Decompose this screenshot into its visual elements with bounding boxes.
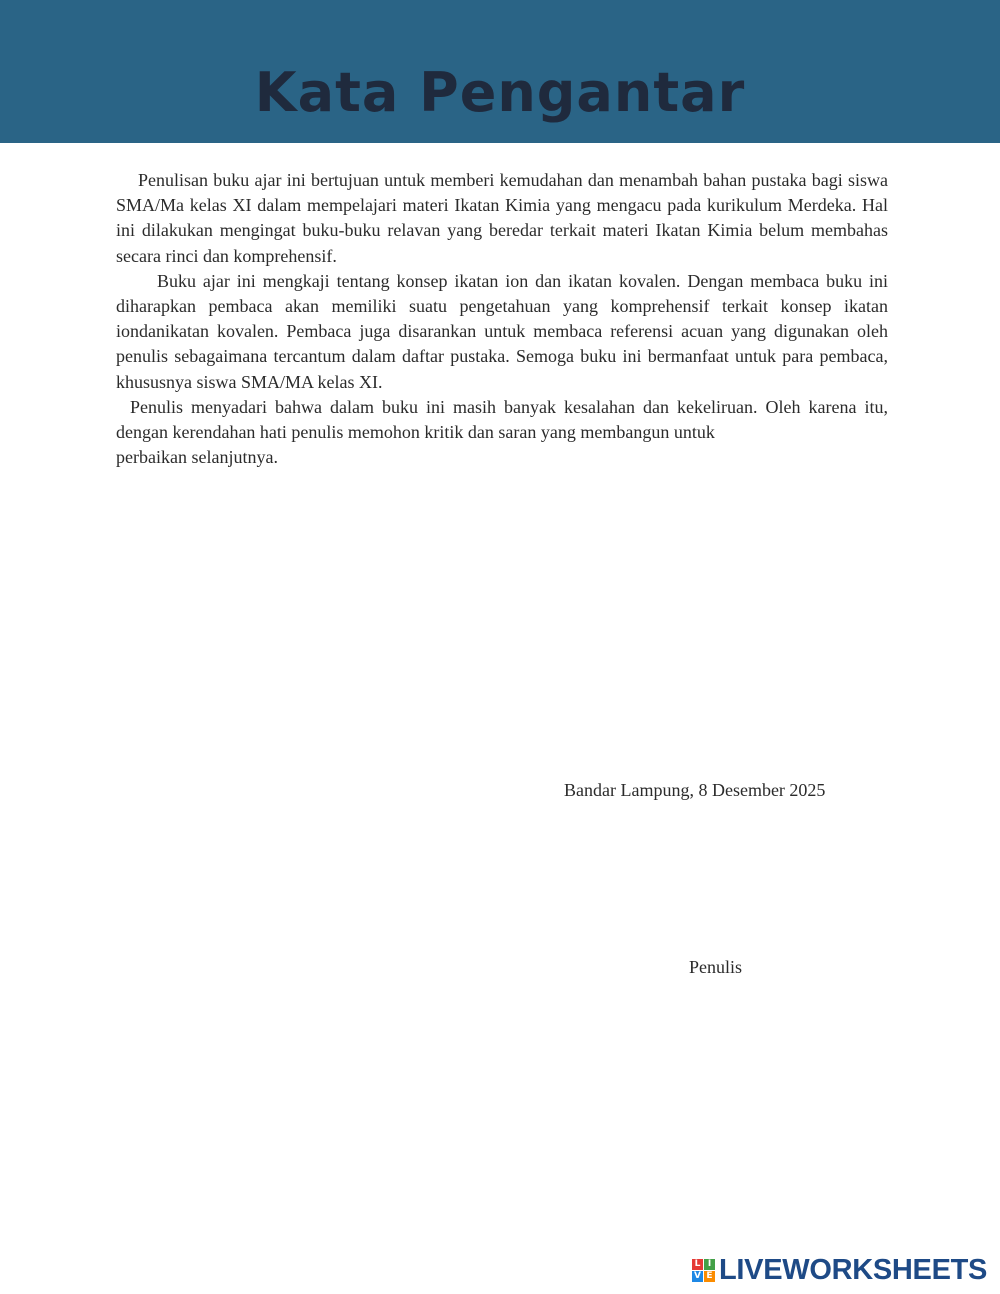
logo-cell-v: V — [692, 1271, 703, 1282]
signatory: Penulis — [689, 957, 743, 977]
paragraph-2: Buku ajar ini mengkaji tentang konsep ikatan ion dan ikatan kovalen. Dengan membaca buku ini diharapkan pembaca akan memiliki suatu pengetahuan yang komprehensif terkait konsep ikatan iondanikatan kovalen. Pembaca juga disarankan untuk membaca referensi acuan yang digunakan oleh penulis sebagaimana tercantum dalam daftar pustaka. Semoga buku ini bermanfaat untuk para pembaca, khususnya siswa SMA/MA kelas XI. — [116, 270, 888, 392]
liveworksheets-logo-icon — [692, 1259, 715, 1282]
paragraph-3-last-line: perbaikan selanjutnya. — [116, 447, 278, 468]
logo-cell-l: L — [692, 1259, 703, 1270]
watermark-text: LIVEWORKSHEETS — [719, 1254, 988, 1286]
place-date: Bandar Lampung, 8 Desember 2025 — [564, 780, 826, 800]
logo-cell-i: I — [704, 1259, 715, 1270]
paragraph-3: Penulis menyadari bahwa dalam buku ini masih banyak kesalahan dan kekeliruan. Oleh karena itu, dengan kerendahan hati penulis memohon kritik dan saran yang membangun untuk — [116, 396, 888, 443]
page-title: Kata Pengantar — [254, 61, 746, 124]
paragraph-1: Penulisan buku ajar ini bertujuan untuk memberi kemudahan dan menambah bahan pustaka bagi siswa SMA/Ma kelas XI dalam mempelajari materi Ikatan Kimia yang mengacu pada kurikulum Merdeka. Hal ini dilakukan mengingat buku-buku relavan yang beredar terkait materi Ikatan Kimia belum membahas secara rinci dan komprehensif. — [116, 170, 888, 266]
preface-body — [116, 168, 888, 470]
liveworksheets-watermark[interactable] — [692, 1254, 987, 1286]
logo-cell-e: E — [704, 1271, 715, 1282]
